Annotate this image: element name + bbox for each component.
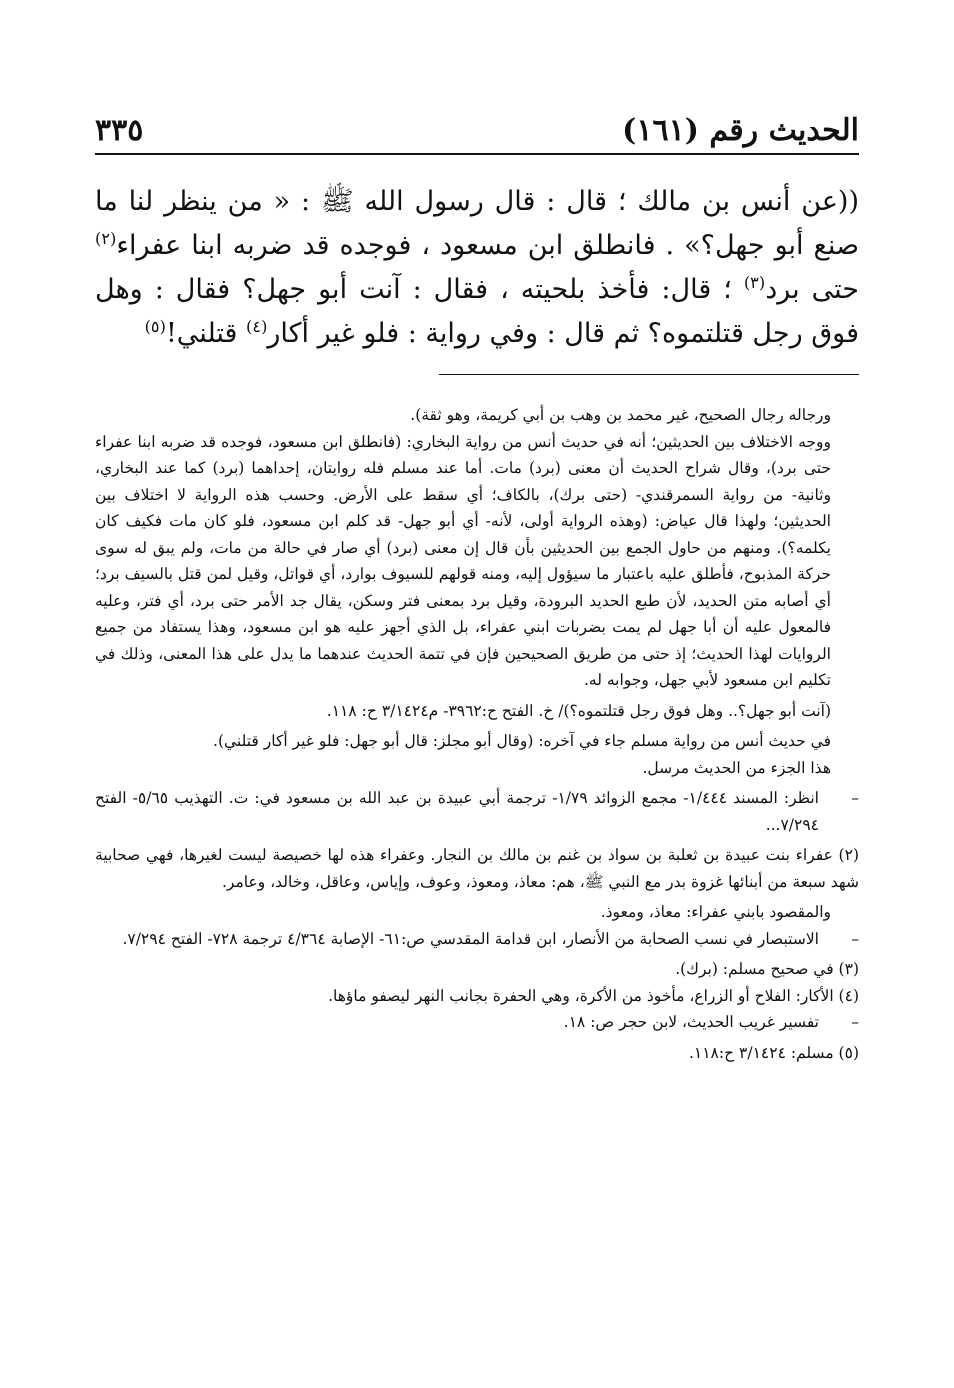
footnote-4: (٤) الأكار: الفلاح أو الزراع، مأخوذ من الأكرة، وهي الحفرة بجانب النهر ليصفو ماؤها. [328,986,859,1005]
footnote-ref-4: (٤) [246,317,268,336]
hadith-line-1: ((عن أنس بن مالك ؛ قال : قال رسول الله ﷺ : « من ينظر لنا ما صنع أبو [95,186,859,261]
footnote-reference: – تفسير غريب الحديث، لابن حجر ص: ١٨. [95,1009,859,1036]
hadith-line-2: جهل؟» . فانطلق ابن مسعود ، فوجده قد ضربه ابنا عفراء [116,230,765,261]
footnote-paragraph: ورجاله رجال الصحيح، غير محمد بن وهب بن أبي كريمة، وهو ثقة). [410,406,831,424]
page-header [95,100,859,148]
footnote-paragraph: هذا الجزء من الحديث مرسل. [642,758,831,777]
footnote-ref-3: (٣) [743,273,766,292]
footnote-5: (٥) مسلم: ٣/١٤٢٤ ح:١١٨. [688,1043,859,1062]
header-divider [95,153,859,155]
hadith-text [95,180,859,356]
hadith-line-3: فأخذ بلحيته ، فقال : آنت أبو جهل؟ فقال : وهل فوق رجل قتلتموه؟ ثم قال : [95,274,859,349]
hadith-line-4b: قتلني! [165,318,247,349]
footnote-ref-2: (٢) [95,229,117,248]
page-title: الحديث رقم (١٦١) [622,113,859,148]
hadith-line [95,180,859,356]
footnote-ref-5: (٥) [144,317,166,336]
footnote-paragraph: (آنت أبو جهل؟.. وهل فوق رجل قتلتموه؟)/ خ. الفتح ح:٣٩٦٢- م٣/١٤٢٤ ح: ١١٨. [326,701,831,720]
footnote-paragraph: في حديث أنس من رواية مسلم جاء في آخره: (وقال أبو مجلز: قال أبو جهل: فلو غير أكار قتلني). [213,732,831,750]
hadith-line-4: وفي رواية : فلو غير أكار [267,318,538,349]
footnotes [95,402,859,1066]
footnote-reference: – انظر: المسند ١/٤٤٤- مجمع الزوائد ١/٧٩- ترجمة أبي عبيدة بن عبد الله بن مسعود في: ت. التهذيب ٥/٦٥- الفتح ٧/٢٩٤... [95,785,859,838]
hadith-line-2c: ؛ قال: [661,274,744,305]
footnote-paragraph: والمقصود بابني عفراء: معاذ، ومعوذ. [600,903,831,921]
footnote-reference: – الاستبصار في نسب الصحابة من الأنصار، ابن قدامة المقدسي ص:٦١- الإصابة ٤/٣٦٤ ترجمة ٧٢٨- الفتح ٧/٢٩٤. [95,926,859,953]
footnote-divider [439,374,859,375]
footnote-3: (٣) في صحيح مسلم: (برك). [675,960,859,978]
footnote-2: (٢) عفراء بنت عبيدة بن ثعلبة بن سواد بن غنم بن مالك بن النجار. وعفراء هذه لها خصيصة ليست لغيرها، فهي صحابية شهد سبعة من أبنائها غزوة بدر مع النبي ﷺ، هم: معاذ، ومعوذ، وعوف، وإياس، وعاقل، وخالد، وعامر. [95,846,859,891]
page-number: ٣٣٥ [95,113,144,148]
hadith-line-2b: حتى برد [765,274,859,305]
footnote-paragraph: ووجه الاختلاف بين الحديثين؛ أنه في حديث أنس من رواية البخاري: (فانطلق ابن مسعود، فوجده قد ضربه ابنا عفراء حتى برد)، وقال شراح الحديث أن معنى (برد) مات. أما عند مسلم فله روايتان، إحداهما (برد) كما عند البخاري، وثانية- من رواية السمرقندي- (حتى برك)، بالكاف؛ أي سقط على الأرض. وحسب هذه الرواية لا اختلاف بين الحديثين؛ ولهذا قال عياض: (وهذه الرواية أولى، لأنه- أي أبو جهل- قد كلم ابن مسعود، فلو كان مات فكيف كان يكلمه؟). ومنهم من حاول الجمع بين الحديثين بأن قال إن معنى (برد) أي صار في حالة من مات، ولم يبق له سوى حركة المذبوح، فأطلق عليه باعتبار ما سيؤول إليه، ومنه قولهم للسيوف بوارد، أي قواتل، وقيل لمن قتل بالسيف برد؛ أي أصابه متن الحديد، لأن طبع الحديد البرودة، وقيل برد بمعنى فتر وسكن، يقال جد الأمر حتى برد، أي فتر، وعليه فالمعول عليه أن أبا جهل لم يمت بضربات ابني عفراء، بل الذي أجهز عليه هو ابن مسعود، وهذا يستفاد من جميع الروايات لهذا الحديث؛ إذ حتى من طريق الصحيحين فإن في تتمة الحديث عندهما ما يدل على هذا المعنى، وذلك في تكليم ابن مسعود لأبي جهل، وجوابه له. [95,432,831,689]
